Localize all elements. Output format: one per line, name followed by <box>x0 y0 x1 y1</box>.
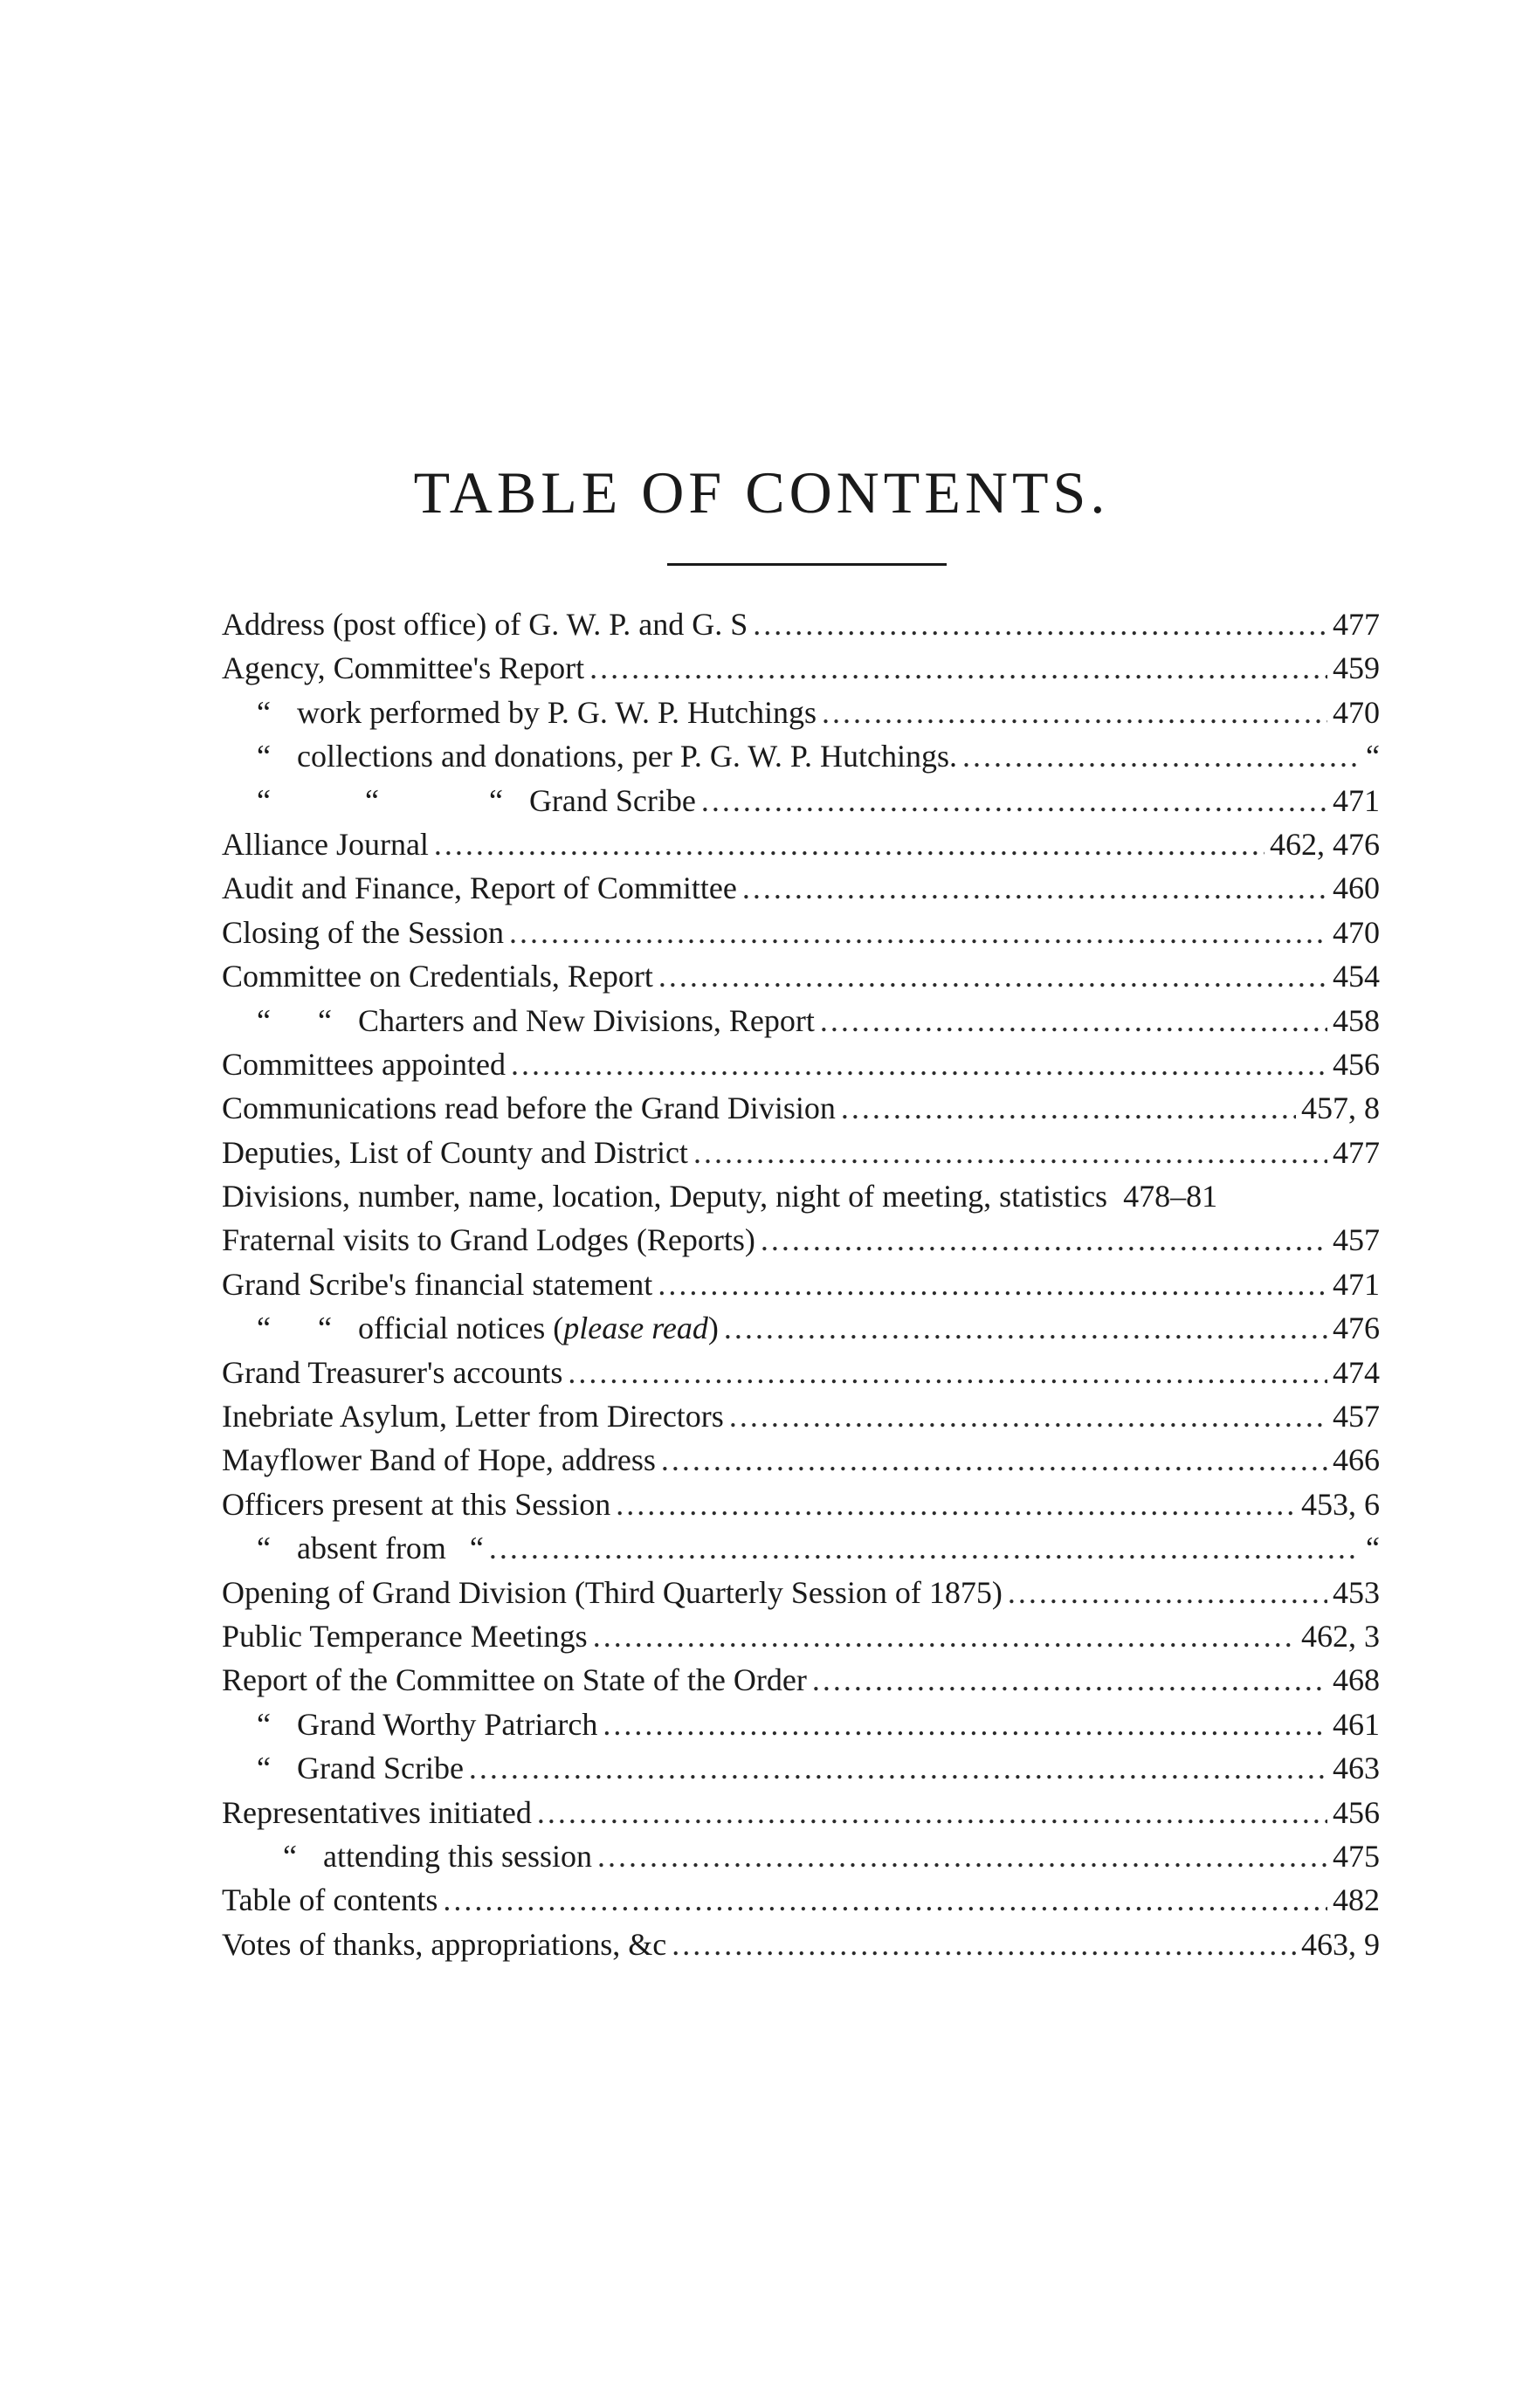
toc-entry <box>222 1658 1380 1702</box>
toc-entry <box>222 866 1380 910</box>
toc-entry-text: attending this session <box>322 1838 592 1874</box>
toc-entry-page: 476 <box>1333 1311 1380 1346</box>
dot-leader <box>742 866 1327 910</box>
toc-entry-italic: please read <box>563 1311 708 1346</box>
ditto-mark: “ <box>257 694 271 730</box>
toc-entry-text: Grand Scribe's financial statement <box>222 1266 653 1302</box>
toc-entry-page: 463, 9 <box>1301 1926 1380 1962</box>
dot-leader <box>568 1351 1327 1394</box>
toc-entry <box>222 1262 1380 1306</box>
toc-entry-page: 470 <box>1333 694 1380 730</box>
dot-leader <box>753 602 1327 646</box>
toc-entry-text: Grand Scribe <box>296 1751 464 1786</box>
toc-entry-label <box>257 779 696 822</box>
toc-entry-label <box>222 1878 438 1922</box>
toc-entry-label <box>222 1923 666 1966</box>
toc-entry-page: 459 <box>1333 650 1380 686</box>
toc-entry <box>222 691 1380 734</box>
dot-leader <box>511 1042 1327 1086</box>
toc-entry-page: 453, 6 <box>1301 1486 1380 1522</box>
dot-leader <box>469 1746 1327 1790</box>
toc-entry-text: absent from “ <box>296 1531 484 1566</box>
toc-entry <box>222 1086 1380 1130</box>
dot-leader <box>443 1878 1327 1922</box>
toc-entry-label <box>222 1174 1107 1218</box>
toc-entry-text: Deputies, List of County and District <box>222 1134 688 1170</box>
toc-entry <box>222 822 1380 866</box>
dot-leader <box>603 1703 1327 1746</box>
toc-entry-text: Audit and Finance, Report of Committee <box>222 870 737 906</box>
toc-entry <box>222 779 1380 822</box>
toc-entry-page: “ <box>1366 1531 1380 1566</box>
toc-entry-label <box>257 1306 719 1350</box>
toc-entry-label <box>222 1218 755 1262</box>
toc-entry <box>222 1351 1380 1394</box>
toc-entry-label <box>222 646 584 690</box>
toc-entry-text: Communications read before the Grand Division <box>222 1090 836 1126</box>
toc-entry-label <box>222 1438 656 1482</box>
toc-list <box>222 602 1380 1966</box>
toc-entry-page: 463 <box>1333 1751 1380 1786</box>
toc-entry <box>222 602 1380 646</box>
toc-entry-label <box>222 822 429 866</box>
toc-entry-page: 466 <box>1333 1442 1380 1478</box>
toc-entry-label <box>222 1351 562 1394</box>
toc-entry-text: Charters and New Divisions, Report <box>357 1002 815 1038</box>
ditto-mark: “ <box>257 739 271 774</box>
toc-entry <box>222 1438 1380 1482</box>
toc-entry-label <box>222 954 653 998</box>
toc-entry-page: 477 <box>1333 1134 1380 1170</box>
dot-leader <box>509 911 1327 954</box>
toc-entry-page: 475 <box>1333 1838 1380 1874</box>
toc-entry <box>222 1174 1380 1218</box>
toc-entry-page: 478–81 <box>1123 1179 1218 1214</box>
toc-entry-label <box>222 1571 1003 1614</box>
toc-entry <box>222 1131 1380 1174</box>
toc-entry-page: 458 <box>1333 1002 1380 1038</box>
ditto-mark: “ “ <box>257 1002 332 1038</box>
toc-entry-text: Grand Worthy Patriarch <box>296 1706 598 1742</box>
ditto-mark: “ <box>283 1838 297 1874</box>
dot-leader <box>701 779 1327 822</box>
toc-entry-text: Representatives initiated <box>222 1794 532 1830</box>
toc-entry <box>222 1614 1380 1658</box>
toc-entry <box>222 1571 1380 1614</box>
toc-entry <box>222 1394 1380 1438</box>
toc-entry-page: 453 <box>1333 1574 1380 1610</box>
dot-leader <box>841 1086 1296 1130</box>
dot-leader <box>597 1834 1327 1878</box>
toc-entry-page: 482 <box>1333 1882 1380 1918</box>
dot-leader <box>593 1614 1296 1658</box>
toc-entry-page: 471 <box>1333 1266 1380 1302</box>
toc-entry-text: Address (post office) of G. W. P. and G. S <box>222 607 748 642</box>
toc-entry-label <box>283 1834 592 1878</box>
dot-leader <box>1008 1571 1327 1614</box>
toc-entry-text: Opening of Grand Division (Third Quarterly Session of 1875) <box>222 1574 1003 1610</box>
toc-entry-page: “ <box>1366 739 1380 774</box>
toc-entry-text: Officers present at this Session <box>222 1486 611 1522</box>
ditto-mark: “ “ <box>257 1311 332 1346</box>
toc-entry-label <box>257 1526 484 1570</box>
toc-entry-page: 456 <box>1333 1794 1380 1830</box>
toc-entry-page: 462, 3 <box>1301 1618 1380 1654</box>
toc-entry-label <box>257 1746 464 1790</box>
toc-entry-text: work performed by P. G. W. P. Hutchings <box>296 694 817 730</box>
toc-entry-label <box>222 866 737 910</box>
toc-entry <box>222 1526 1380 1570</box>
toc-entry-label <box>257 734 957 778</box>
dot-leader <box>672 1923 1296 1966</box>
dot-leader <box>434 822 1265 866</box>
toc-entry-page: 457 <box>1333 1222 1380 1258</box>
toc-entry-text: Alliance Journal <box>222 826 429 862</box>
toc-entry-text: Public Temperance Meetings <box>222 1618 588 1654</box>
toc-entry-text: Mayflower Band of Hope, address <box>222 1442 656 1478</box>
dot-leader <box>589 646 1327 690</box>
toc-entry <box>222 1834 1380 1878</box>
toc-entry <box>222 1218 1380 1262</box>
toc-entry-page: 477 <box>1333 607 1380 642</box>
toc-entry-label <box>222 911 504 954</box>
toc-entry-text: Table of contents <box>222 1882 438 1918</box>
toc-entry-label <box>257 999 815 1042</box>
dot-leader <box>693 1131 1327 1174</box>
toc-entry <box>222 1791 1380 1834</box>
toc-entry <box>222 1923 1380 1966</box>
toc-entry-text: Fraternal visits to Grand Lodges (Reports) <box>222 1222 755 1258</box>
toc-entry-label <box>222 1042 506 1086</box>
toc-entry <box>222 646 1380 690</box>
toc-entry-label <box>222 1394 724 1438</box>
toc-entry-text: Report of the Committee on State of the Order <box>222 1662 807 1698</box>
dot-leader <box>616 1483 1296 1526</box>
toc-entry <box>222 911 1380 954</box>
toc-entry-text: Committee on Credentials, Report <box>222 959 653 994</box>
ditto-mark: “ “ “ <box>257 782 503 818</box>
toc-entry-page: 461 <box>1333 1706 1380 1742</box>
toc-entry <box>222 1746 1380 1790</box>
toc-entry-label <box>257 691 817 734</box>
dot-leader <box>822 691 1327 734</box>
toc-entry-page: 471 <box>1333 782 1380 818</box>
toc-entry-text: official notices ( <box>357 1311 564 1346</box>
page-title: TABLE OF CONTENTS. <box>413 459 1110 526</box>
dot-leader <box>729 1394 1327 1438</box>
toc-entry-page: 474 <box>1333 1354 1380 1390</box>
toc-entry-page: 470 <box>1333 914 1380 950</box>
dot-leader <box>537 1791 1327 1834</box>
dot-leader <box>962 734 1361 778</box>
toc-entry-text: Grand Scribe <box>528 782 696 818</box>
toc-entry-text: Votes of thanks, appropriations, &c <box>222 1926 667 1962</box>
ditto-mark: “ <box>257 1531 271 1566</box>
toc-entry-text: Grand Treasurer's accounts <box>222 1354 563 1390</box>
toc-entry-page: 468 <box>1333 1662 1380 1698</box>
toc-entry <box>222 1306 1380 1350</box>
toc-entry-page: 456 <box>1333 1046 1380 1082</box>
toc-entry-text: Committees appointed <box>222 1046 506 1082</box>
toc-entry-text: Divisions, number, name, location, Deputy, night of meeting, statistics <box>222 1179 1108 1214</box>
title-rule <box>667 563 947 566</box>
dot-leader <box>658 1262 1327 1306</box>
ditto-mark: “ <box>257 1706 271 1742</box>
toc-entry-page: 457 <box>1333 1399 1380 1434</box>
toc-entry <box>222 954 1380 998</box>
dot-leader <box>820 999 1327 1042</box>
toc-entry-text: Inebriate Asylum, Letter from Directors <box>222 1399 724 1434</box>
toc-entry-page: 457, 8 <box>1301 1090 1380 1126</box>
toc-entry-label <box>222 1262 652 1306</box>
toc-entry <box>222 734 1380 778</box>
toc-entry-page: 454 <box>1333 959 1380 994</box>
dot-leader <box>812 1658 1327 1702</box>
dot-leader <box>761 1218 1327 1262</box>
toc-entry-text: Closing of the Session <box>222 914 505 950</box>
toc-entry-text-after: ) <box>707 1311 719 1346</box>
dot-leader <box>658 954 1327 998</box>
toc-entry-label <box>222 1131 688 1174</box>
toc-entry-label <box>222 1614 588 1658</box>
toc-entry <box>222 1703 1380 1746</box>
toc-entry-label <box>222 1483 610 1526</box>
toc-entry-page: 462, 476 <box>1270 826 1380 862</box>
toc-entry <box>222 1483 1380 1526</box>
toc-entry-page: 460 <box>1333 870 1380 906</box>
toc-entry-label <box>222 1791 532 1834</box>
toc-entry-label <box>222 1658 807 1702</box>
toc-entry-label <box>257 1703 597 1746</box>
dot-leader <box>724 1306 1327 1350</box>
toc-entry-text: collections and donations, per P. G. W. P. Hutchings. <box>296 739 957 774</box>
toc-entry <box>222 1878 1380 1922</box>
dot-leader <box>489 1526 1361 1570</box>
toc-entry-label <box>222 1086 836 1130</box>
toc-entry <box>222 999 1380 1042</box>
toc-entry <box>222 1042 1380 1086</box>
dot-leader <box>661 1438 1327 1482</box>
ditto-mark: “ <box>257 1751 271 1786</box>
toc-entry-text: Agency, Committee's Report <box>222 650 585 686</box>
toc-entry-label <box>222 602 748 646</box>
